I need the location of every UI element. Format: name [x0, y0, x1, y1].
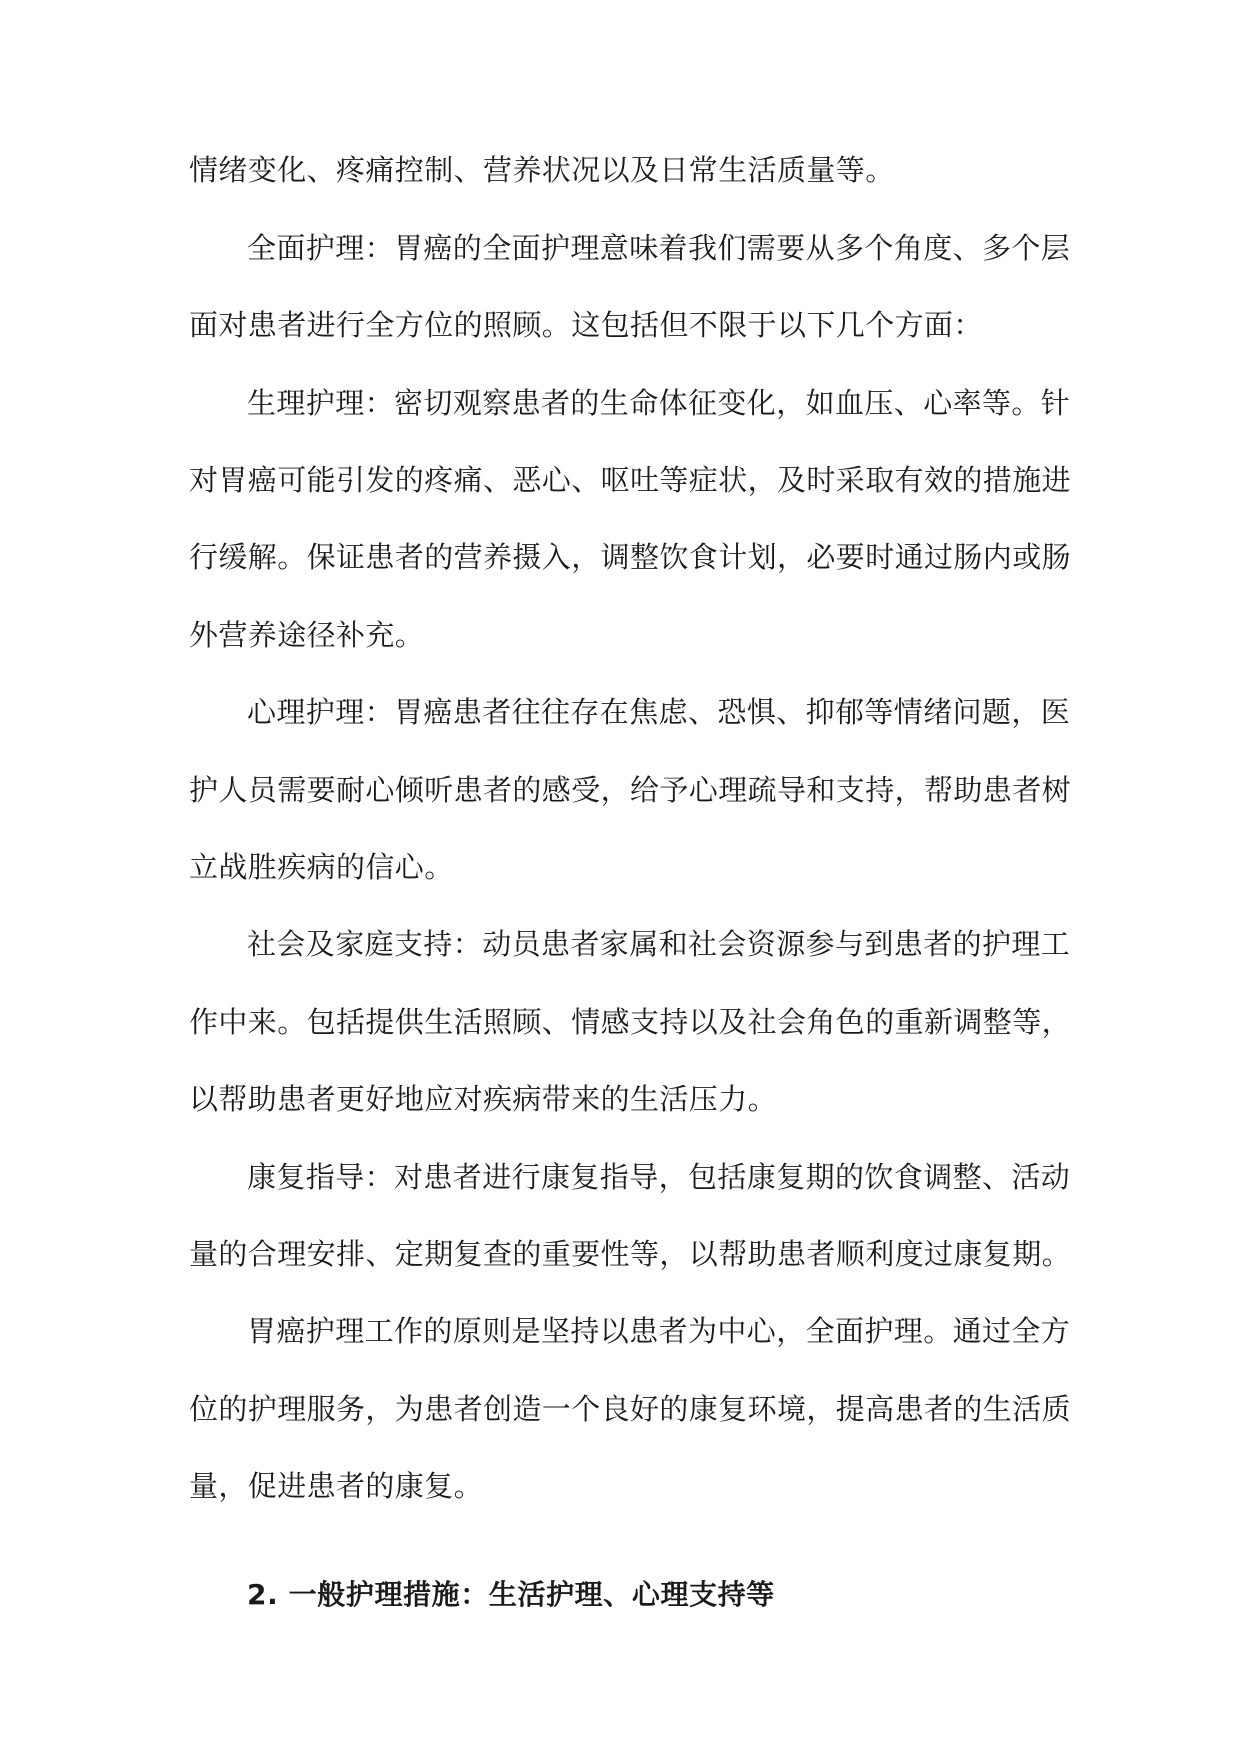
paragraph-line: 对胃癌可能引发的疼痛、恶心、呕吐等症状，及时采取有效的措施进 — [189, 463, 1072, 497]
paragraph-line: 外营养途径补充。 — [189, 618, 425, 652]
paragraph-line: 量的合理安排、定期复查的重要性等，以帮助患者顺利度过康复期。 — [189, 1237, 1072, 1271]
section-heading: 2. 一般护理措施：生活护理、心理支持等 — [247, 1578, 775, 1611]
paragraph-line: 情绪变化、疼痛控制、营养状况以及日常生活质量等。 — [189, 153, 895, 187]
paragraph-line: 位的护理服务，为患者创造一个良好的康复环境，提高患者的生活质 — [189, 1392, 1072, 1426]
paragraph-line: 护人员需要耐心倾听患者的感受，给予心理疏导和支持，帮助患者树 — [189, 773, 1072, 807]
paragraph-first-line: 康复指导：对患者进行康复指导，包括康复期的饮食调整、活动 — [247, 1160, 1071, 1194]
paragraph-line: 作中来。包括提供生活照顾、情感支持以及社会角色的重新调整等， — [189, 1005, 1072, 1039]
paragraph-line: 面对患者进行全方位的照顾。这包括但不限于以下几个方面： — [189, 308, 983, 342]
paragraph-line: 量，促进患者的康复。 — [189, 1469, 484, 1503]
paragraph-first-line: 胃癌护理工作的原则是坚持以患者为中心，全面护理。通过全方 — [247, 1314, 1071, 1348]
paragraph-line: 以帮助患者更好地应对疾病带来的生活压力。 — [189, 1082, 778, 1116]
paragraph-line: 行缓解。保证患者的营养摄入，调整饮食计划，必要时通过肠内或肠 — [189, 540, 1072, 574]
paragraph-first-line: 生理护理：密切观察患者的生命体征变化，如血压、心率等。针 — [247, 386, 1071, 420]
paragraph-first-line: 社会及家庭支持：动员患者家属和社会资源参与到患者的护理工 — [247, 927, 1071, 961]
paragraph-first-line: 全面护理：胃癌的全面护理意味着我们需要从多个角度、多个层 — [247, 231, 1071, 265]
paragraph-line: 立战胜疾病的信心。 — [189, 850, 454, 884]
paragraph-first-line: 心理护理：胃癌患者往往存在焦虑、恐惧、抑郁等情绪问题，医 — [247, 695, 1071, 729]
